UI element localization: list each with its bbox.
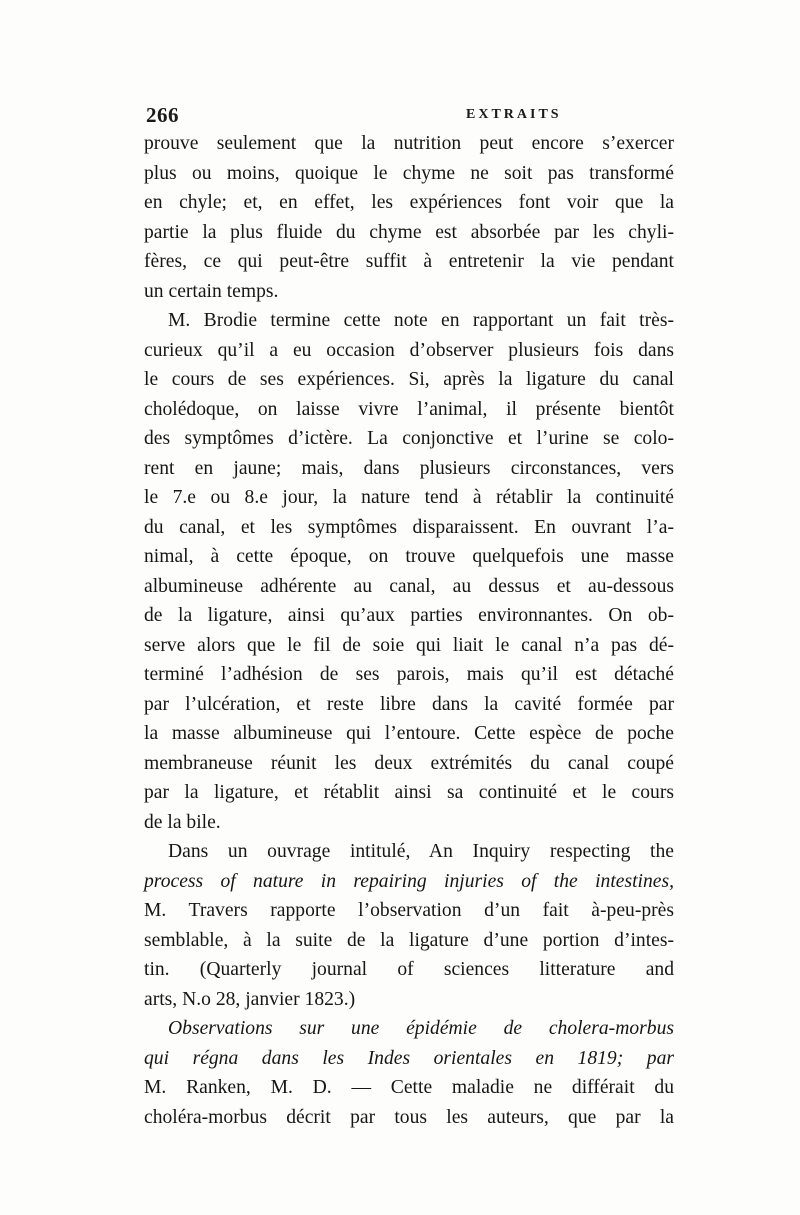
text-line: terminé l’adhésion de ses parois, mais qu’il est détaché [144,664,674,685]
text-line: M. Travers rapporte l’observation d’un fait à-peu-près [144,900,674,921]
text-line: M. Brodie termine cette note en rapportant un fait très- [168,310,674,331]
text-line: semblable, à la suite de la ligature d’une portion d’intes- [144,929,674,951]
text-line: plus ou moins, quoique le chyme ne soit pas transformé [144,162,674,184]
text-line: du canal, et les symptômes disparaissent. En ouvrant l’a- [144,516,674,538]
text-line: le 7.e ou 8.e jour, la nature tend à rétablir la continuité [144,487,674,508]
page-number: 266 [146,103,179,127]
text-line: cholédoque, on laisse vivre l’animal, il présente bientôt [144,398,674,420]
body-text [144,129,674,1132]
text-line: par la ligature, et rétablit ainsi sa continuité et le cours [144,782,674,803]
text-line: Observations sur une épidémie de cholera-morbus [168,1018,674,1039]
paragraph-4 [144,1014,674,1132]
text-line: albumineuse adhérente au canal, au dessus et au-dessous [144,575,674,597]
text-line: membraneuse réunit les deux extrémités du canal coupé [144,752,674,774]
text-line: process of nature in repairing injuries of the intestines, [144,870,674,892]
text-line: tin. (Quarterly journal of sciences litterature and [144,959,674,980]
paragraph-1 [144,129,674,306]
text-line: nimal, à cette époque, on trouve quelquefois une masse [144,546,674,567]
paragraph-3 [144,837,674,1014]
paragraph-2 [144,306,674,837]
text-line: la masse albumineuse qui l’entoure. Cette espèce de poche [144,723,674,744]
page-header [146,103,674,131]
text-line: qui régna dans les Indes orientales en 1819; par [144,1047,674,1069]
text-line: prouve seulement que la nutrition peut encore s’exercer [144,133,674,154]
text-line: fères, ce qui peut-être suffit à entretenir la vie pendant [144,251,674,272]
running-title: EXTRAITS [466,107,562,122]
text-line: par l’ulcération, et reste libre dans la cavité formée par [144,693,674,715]
text-line: choléra-morbus décrit par tous les auteurs, que par la [144,1106,674,1128]
text-line: curieux qu’il a eu occasion d’observer plusieurs fois dans [144,339,674,361]
text-line: arts, N.o 28, janvier 1823.) [144,988,356,1010]
text-line: de la ligature, ainsi qu’aux parties environnantes. On ob- [144,605,674,626]
text-line: de la bile. [144,811,221,833]
text-line: serve alors que le fil de soie qui liait le canal n’a pas dé- [144,634,674,656]
text-line: un certain temps. [144,280,279,302]
text-line: le cours de ses expériences. Si, après la ligature du canal [144,369,674,390]
text-line: rent en jaune; mais, dans plusieurs circonstances, vers [144,457,674,479]
text-line: des symptômes d’ictère. La conjonctive et l’urine se colo- [144,428,674,449]
text-line: Dans un ouvrage intitulé, An Inquiry respecting the [168,841,674,862]
text-line: partie la plus fluide du chyme est absorbée par les chyli- [144,221,674,243]
text-line: M. Ranken, M. D. — Cette maladie ne différait du [144,1077,674,1098]
text-line: en chyle; et, en effet, les expériences font voir que la [144,192,674,213]
